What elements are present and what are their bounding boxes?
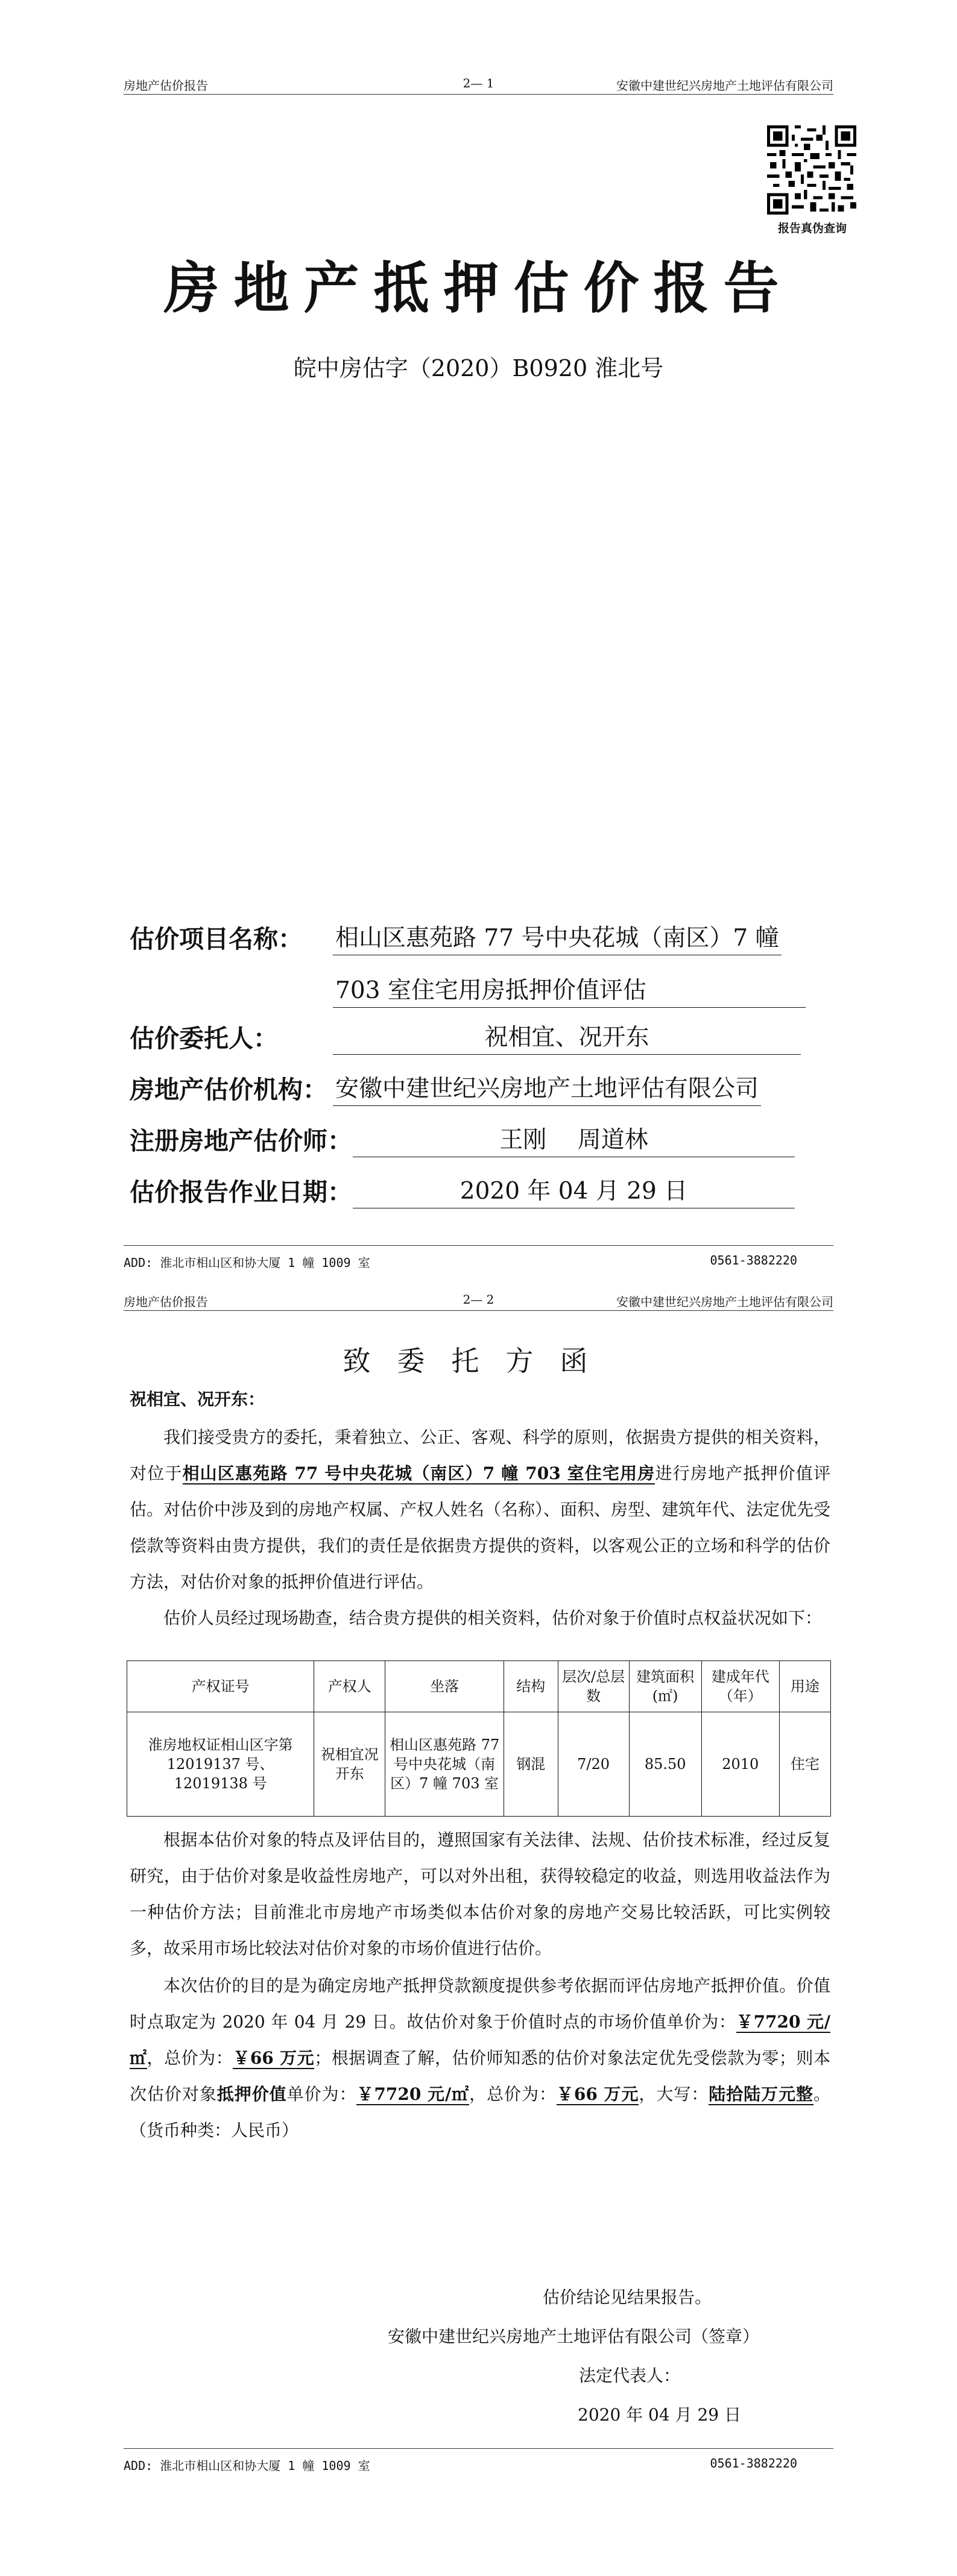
page-header (124, 74, 833, 95)
table-cell: 7/20 (558, 1712, 629, 1817)
qr-caption: 报告真伪查询 (777, 222, 847, 235)
table-header-cell: 坐落 (385, 1661, 504, 1712)
mortgage-unit-price: ￥7720 元/㎡ (356, 2084, 470, 2104)
table-header-cell: 用途 (779, 1661, 830, 1712)
mortgage-total-price: ￥66 万元 (556, 2084, 639, 2104)
client-label: 估价委托人： (130, 1024, 278, 1053)
page-footer (124, 1245, 833, 1270)
table-cell: 85.50 (629, 1712, 701, 1817)
table-header-cell: 产权证号 (127, 1661, 314, 1712)
legal-representative: 法定代表人： (579, 2366, 681, 2386)
page-header (124, 1290, 833, 1311)
table-cell: 钢混 (504, 1712, 558, 1817)
page-footer (124, 2448, 833, 2473)
header-page-number: 2— 2 (463, 1292, 494, 1307)
project-value-line2: 703 室住宅用房抵押价值评估 (333, 972, 806, 1008)
footer-phone: 0561-3882220 (710, 1253, 797, 1268)
header-left: 房地产估价报告 (124, 78, 208, 93)
document-number: 皖中房估字（2020）B0920 淮北号 (293, 355, 664, 382)
paragraph-1: 我们接受贵方的委托，秉着独立、公正、客观、科学的原则，依据贵方提供的相关资料，对位于相山区惠苑路 77 号中央花城（南区）7 幢 703 室住宅用房进行房地产抵押价值评估。对估价中涉及到的房地产权属、产权人姓名（名称）、面积、房型、建筑年代、法定优先受偿款等资料由贵方提供，我们的责任是依据贵方提供的资料，以客观公正的立场和科学的估价方法，对估价对象的抵押价值进行评估。 (130, 1427, 831, 1592)
paragraph-2: 估价人员经过现场勘查，结合贵方提供的相关资料，估价对象于价值时点权益状况如下： (163, 1608, 823, 1628)
table-header-row (127, 1661, 831, 1712)
table-cell: 住宅 (779, 1712, 830, 1817)
company-signature: 安徽中建世纪兴房地产土地评估有限公司（签章） (388, 2326, 760, 2346)
agency-label: 房地产估价机构： (130, 1075, 327, 1104)
property-table (127, 1660, 831, 1817)
footer-phone: 0561-3882220 (710, 2456, 797, 2471)
table-cell: 相山区惠苑路 77 号中央花城（南区）7 幢 703 室 (385, 1712, 504, 1817)
header-company: 安徽中建世纪兴房地产土地评估有限公司 (616, 78, 833, 93)
project-label: 估价项目名称： (130, 925, 303, 953)
appraiser-value: 王刚 周道林 (353, 1121, 795, 1157)
mortgage-value-label: 抵押价值 (216, 2084, 287, 2104)
header-company: 安徽中建世纪兴房地产土地评估有限公司 (616, 1295, 833, 1309)
table-header-cell: 建成年代（年） (701, 1661, 779, 1712)
amount-in-words: 陆拾陆万元整 (709, 2084, 813, 2104)
table-header-cell: 建筑面积(㎡) (629, 1661, 701, 1712)
unit-price: ￥7720 元/㎡ (130, 2012, 831, 2068)
table-row (127, 1712, 831, 1817)
footer-address: ADD: 淮北市相山区和协大厦 1 幢 1009 室 (124, 2458, 370, 2473)
table-header-cell: 产权人 (314, 1661, 385, 1712)
paragraph-4: 本次估价的目的是为确定房地产抵押贷款额度提供参考依据而评估房地产抵押价值。价值时点取定为 2020 年 04 月 29 日。故估价对象于价值时点的市场价值单价为：￥7720 元/㎡，总价为：￥66 万元；根据调查了解，估价师知悉的估价对象法定优先受偿款为零；则本次估价对象抵押价值单价为：￥7720 元/㎡，总价为：￥66 万元，大写：陆拾陆万元整。（货币种类：人民币） (130, 1976, 831, 2140)
table-header-cell: 结构 (504, 1661, 558, 1712)
closing-note: 估价结论见结果报告。 (543, 2287, 712, 2307)
date-value: 2020 年 04 月 29 日 (353, 1172, 795, 1208)
date-label: 估价报告作业日期： (130, 1178, 352, 1207)
agency-value: 安徽中建世纪兴房地产土地评估有限公司 (333, 1070, 761, 1106)
total-price: ￥66 万元 (233, 2048, 315, 2068)
project-value-line1: 相山区惠苑路 77 号中央花城（南区）7 幢 (333, 919, 782, 955)
salutation: 祝相宜、况开东： (130, 1389, 265, 1409)
table-header-cell: 层次/总层数 (558, 1661, 629, 1712)
header-left: 房地产估价报告 (124, 1295, 208, 1309)
signature-date: 2020 年 04 月 29 日 (578, 2405, 742, 2425)
letter-title: 致委托方函 (343, 1345, 614, 1377)
client-value: 祝相宜、况开东 (333, 1019, 801, 1055)
report-title: 房地产抵押估价报告 (163, 256, 794, 321)
appraiser-label: 注册房地产估价师： (130, 1126, 352, 1155)
paragraph-3: 根据本估价对象的特点及评估目的，遵照国家有关法律、法规、估价技术标准，经过反复研究，由于估价对象是收益性房地产，可以对外出租，获得较稳定的收益，则选用收益法作为一种估价方法；目前淮北市房地产市场类似本估价对象的房地产交易比较活跃，可比实例较多，故采用市场比较法对估价对象的市场价值进行估价。 (130, 1830, 830, 1958)
footer-address: ADD: 淮北市相山区和协大厦 1 幢 1009 室 (124, 1255, 370, 1270)
property-address: 相山区惠苑路 77 号中央花城（南区）7 幢 703 室住宅用房 (182, 1463, 655, 1483)
table-cell: 淮房地权证相山区字第 12019137 号、12019138 号 (127, 1712, 314, 1817)
table-cell: 祝相宜况开东 (314, 1712, 385, 1817)
qr-code-icon[interactable] (767, 125, 856, 215)
letter-page (0, 1290, 957, 2576)
header-page-number: 2— 1 (463, 76, 494, 90)
table-cell: 2010 (701, 1712, 779, 1817)
